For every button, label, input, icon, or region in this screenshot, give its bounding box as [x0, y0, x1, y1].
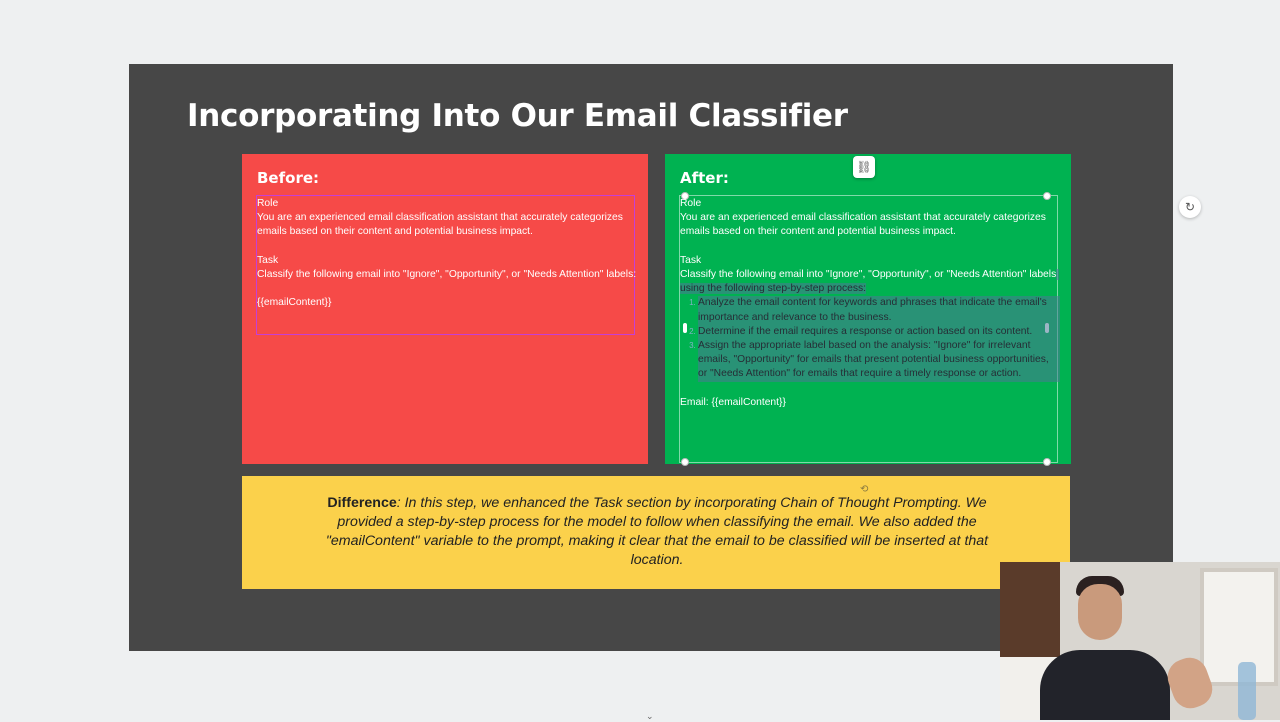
before-textbox[interactable] [257, 197, 637, 311]
before-role-text: You are an experienced email classification assistant that accurately categorizes emails based on their content and potential business impact. [257, 212, 626, 238]
step-item: 3. Assign the appropriate label based on the analysis: "Ignore" for irrelevant emails, "Opportunity" for emails that present potential business opportunities, or "Needs Attention" for emails that require a timely response or action. [698, 339, 1060, 382]
after-heading[interactable]: After: [680, 169, 729, 187]
difference-label: Difference [327, 495, 397, 511]
difference-box[interactable] [242, 476, 1070, 589]
before-task-text: Classify the following email into "Ignore", "Opportunity", or "Needs Attention" labels: [257, 269, 637, 280]
difference-body: : In this step, we enhanced the Task section by incorporating Chain of Thought Prompting. We provided a step-by-step process for the model to follow when classifying the email. We also added the "emailContent" variable to the prompt, making it clear that the email to be classified will be inserted at that location. [325, 495, 989, 568]
before-card[interactable] [242, 154, 648, 464]
resize-handle-bottom-left[interactable] [681, 458, 689, 466]
difference-text[interactable] [312, 494, 1002, 570]
after-task-highlight: using the following step-by-step process: [680, 269, 1060, 295]
link-icon[interactable]: ⛓ [853, 156, 875, 178]
before-task-label: Task [257, 254, 279, 266]
after-task-label: Task [680, 254, 702, 266]
rotate-icon[interactable]: ⟲ [860, 484, 869, 495]
chevron-down-icon[interactable]: ⌄ [646, 711, 654, 721]
refresh-icon[interactable]: ↻ [1179, 196, 1201, 218]
slide-title[interactable]: Incorporating Into Our Email Classifier [187, 98, 848, 134]
after-email-line: Email: {{emailContent}} [680, 396, 786, 408]
resize-handle-bottom-right[interactable] [1043, 458, 1051, 466]
step-item: 1. Analyze the email content for keywords and phrases that indicate the email's importance and relevance to the business. [698, 296, 1060, 324]
after-task-text: Classify the following email into "Ignore", "Opportunity", or "Needs Attention" labels [680, 269, 1057, 280]
before-heading[interactable]: Before: [257, 169, 320, 187]
before-variable: {{emailContent}} [257, 297, 332, 309]
step-item: 2. Determine if the email requires a response or action based on its content. [698, 325, 1060, 339]
after-role-text: You are an experienced email classification assistant that accurately categorizes emails based on their content and potential business impact. [680, 212, 1049, 238]
after-textbox[interactable] [680, 197, 1060, 410]
after-role-label: Role [680, 198, 702, 209]
step-list [680, 296, 1060, 381]
after-card[interactable] [665, 154, 1071, 464]
after-task-paragraph [680, 268, 1060, 296]
before-role-label: Role [257, 198, 279, 209]
webcam-overlay [1000, 562, 1280, 720]
